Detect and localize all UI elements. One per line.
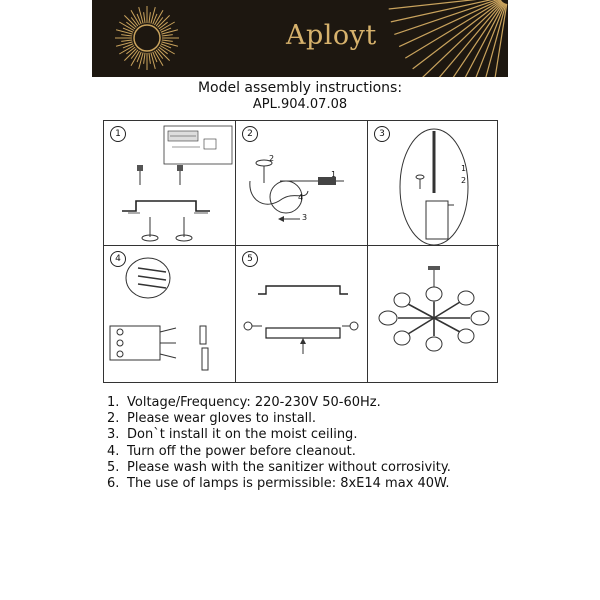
list-item [107,476,451,492]
ceiling-mount-diagram [368,121,499,246]
list-item [107,427,451,443]
list-item [107,411,451,427]
wire-connection-diagram [236,121,368,246]
bracket-fixing-diagram [236,246,368,382]
step-3-panel [368,121,499,246]
list-item [107,460,451,476]
step-number-badge: 5 [242,251,258,267]
step-number-badge: 4 [110,251,126,267]
note-text: Voltage/Frequency: 220-230V 50-60Hz. [127,395,381,410]
note-number: 4. [107,443,120,459]
brand-banner [92,0,508,77]
step-number-badge: 2 [242,126,258,142]
assembly-diagram-grid [103,120,498,383]
step-number-badge: 3 [374,126,390,142]
diagram-callout: 2 [461,176,467,185]
step-1-panel [104,121,236,246]
note-text: The use of lamps is permissible: 8xE14 max 40W. [127,476,450,492]
note-number: 3. [107,427,120,443]
step-4-panel [104,246,236,382]
brand-name: Aployt [286,20,377,51]
list-item [107,444,451,460]
diagram-callout: 1 [461,164,467,173]
note-number: 2. [107,411,120,427]
note-text: Don`t install it on the moist ceiling. [127,427,358,443]
note-text: Turn off the power before cleanout. [127,443,356,459]
page-title: Model assembly instructions: [197,80,403,96]
list-item [107,395,451,411]
note-number: 6. [107,476,120,492]
step-5-panel [236,246,368,382]
model-number: APL.904.07.08 [252,97,348,112]
note-number: 5. [107,459,120,475]
note-number: 1. [107,395,120,410]
note-text: Please wash with the sanitizer without corrosivity. [127,459,451,475]
chandelier-preview-panel [368,246,499,382]
note-text: Please wear gloves to install. [127,411,317,427]
step-2-panel [236,121,368,246]
diagram-callout: 3 [302,213,308,222]
chandelier-icon [368,246,499,382]
diagram-callout: 2 [269,154,275,163]
instruction-notes-list [107,395,451,492]
mounting-bracket-diagram [104,121,236,246]
step-number-badge: 1 [110,126,126,142]
diagram-callout: 1 [331,170,337,179]
terminal-block-diagram [104,246,236,382]
diagram-callout: 4 [298,193,304,202]
